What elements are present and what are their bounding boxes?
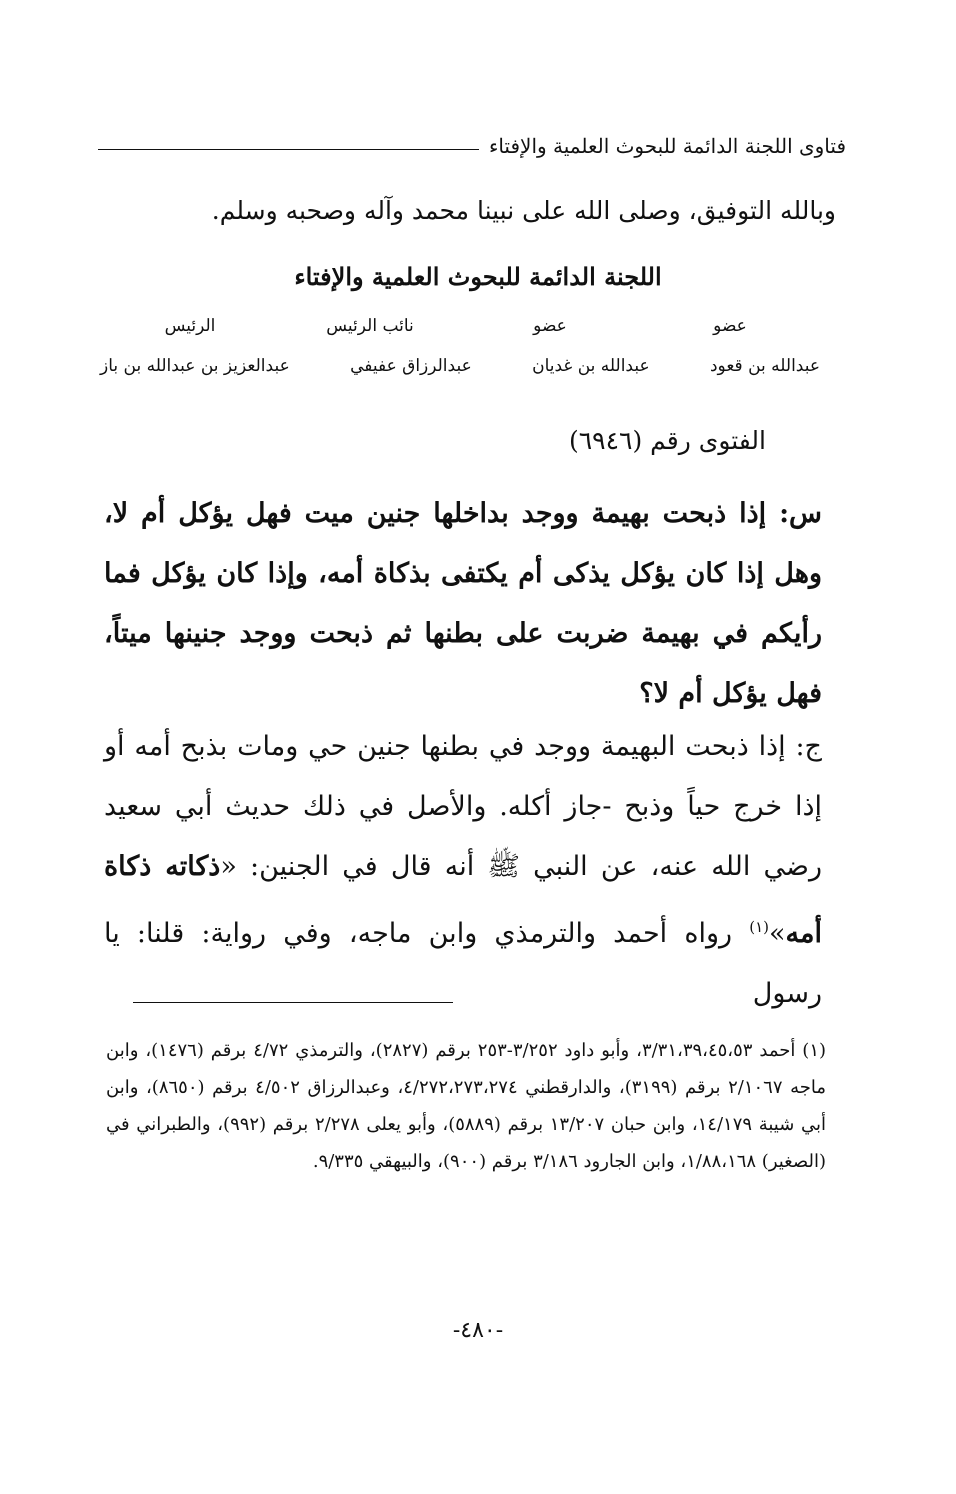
closing-text: وبالله التوفيق، وصلى الله على نبينا محمد وآله وصحبه وسلم. [211,196,836,225]
running-header-title: فتاوى اللجنة الدائمة للبحوث العلمية والإفتاء [488,134,846,158]
committee-name: اللجنة الدائمة للبحوث العلمية والإفتاء [294,262,662,291]
header-rule [98,149,479,150]
signatory-role: نائب الرئيس [326,316,414,336]
answer-paragraph [104,717,822,1024]
footnote-reference: (١) [749,918,770,936]
footnote-separator [133,1002,453,1003]
fatwa-number: الفتوى رقم (٦٩٤٦) [568,426,766,455]
signatory-name: عبدالرزاق عفيفي [350,356,472,376]
signatory-role: الرئيس [164,316,216,336]
signatory-roles [100,316,820,336]
signatory-name: عبدالله بن قعود [709,356,820,376]
signatory-name: عبدالعزيز بن عبدالله بن باز [100,356,290,376]
page-number: -٤٨٠- [452,1318,504,1343]
signatory-role: عضو [533,316,567,336]
answer-text: ج: إذا ذبحت البهيمة ووجد في بطنها جنين حي ومات بذبح أمه أو إذا خرج حياً وذبح -جاز أكله. والأصل في ذلك حديث أبي سعيد رضي الله عنه، عن النبي ﷺ أنه قال في الجنين: « [104,731,823,882]
signatory-name: عبدالله بن غديان [532,356,650,376]
footnote: (١) أحمد ٣/٣١،٣٩،٤٥،٥٣، وأبو داود ٣/٢٥٢-٢٥٣ برقم (٢٨٢٧)، والترمذي ٤/٧٢ برقم (١٤٧٦)، وابن ماجه ٢/١٠٦٧ برقم (٣١٩٩)، والدارقطني ٤/٢٧٢،٢٧٣،٢٧٤، وعبدالرزاق ٤/٥٠٢ برقم (٨٦٥٠)، وابن أبي شيبة ١٤/١٧٩، وابن حبان ١٣/٢٠٧ برقم (٥٨٨٩)، وأبو يعلى ٢/٢٧٨ برقم (٩٩٢)، والطبراني في (الصغير) ١/٨٨،١٦٨، وابن الجارود ٣/١٨٦ برقم (٩٠٠)، والبيهقي ٩/٣٣٥. [106,1040,827,1172]
running-header [98,128,846,164]
signatory-names [100,356,820,376]
close-quote: » [769,918,786,949]
signatory-role: عضو [713,316,747,336]
answer-text-continued: رواه أحمد والترمذي وابن ماجه، وفي رواية: قلنا: يا رسول [104,918,822,1009]
hadith-quote: ذكاته ذكاة أمه [104,851,822,949]
question-paragraph: س: إذا ذبحت بهيمة ووجد بداخلها جنين ميت فهل يؤكل أم لا، وهل إذا كان يؤكل يذكى أم يكتفى بذكاة أمه، وإذا كان يؤكل فما رأيكم في بهيمة ضربت على بطنها ثم ذبحت ووجد جنينها ميتاً، فهل يؤكل أم لا؟ [104,498,822,709]
